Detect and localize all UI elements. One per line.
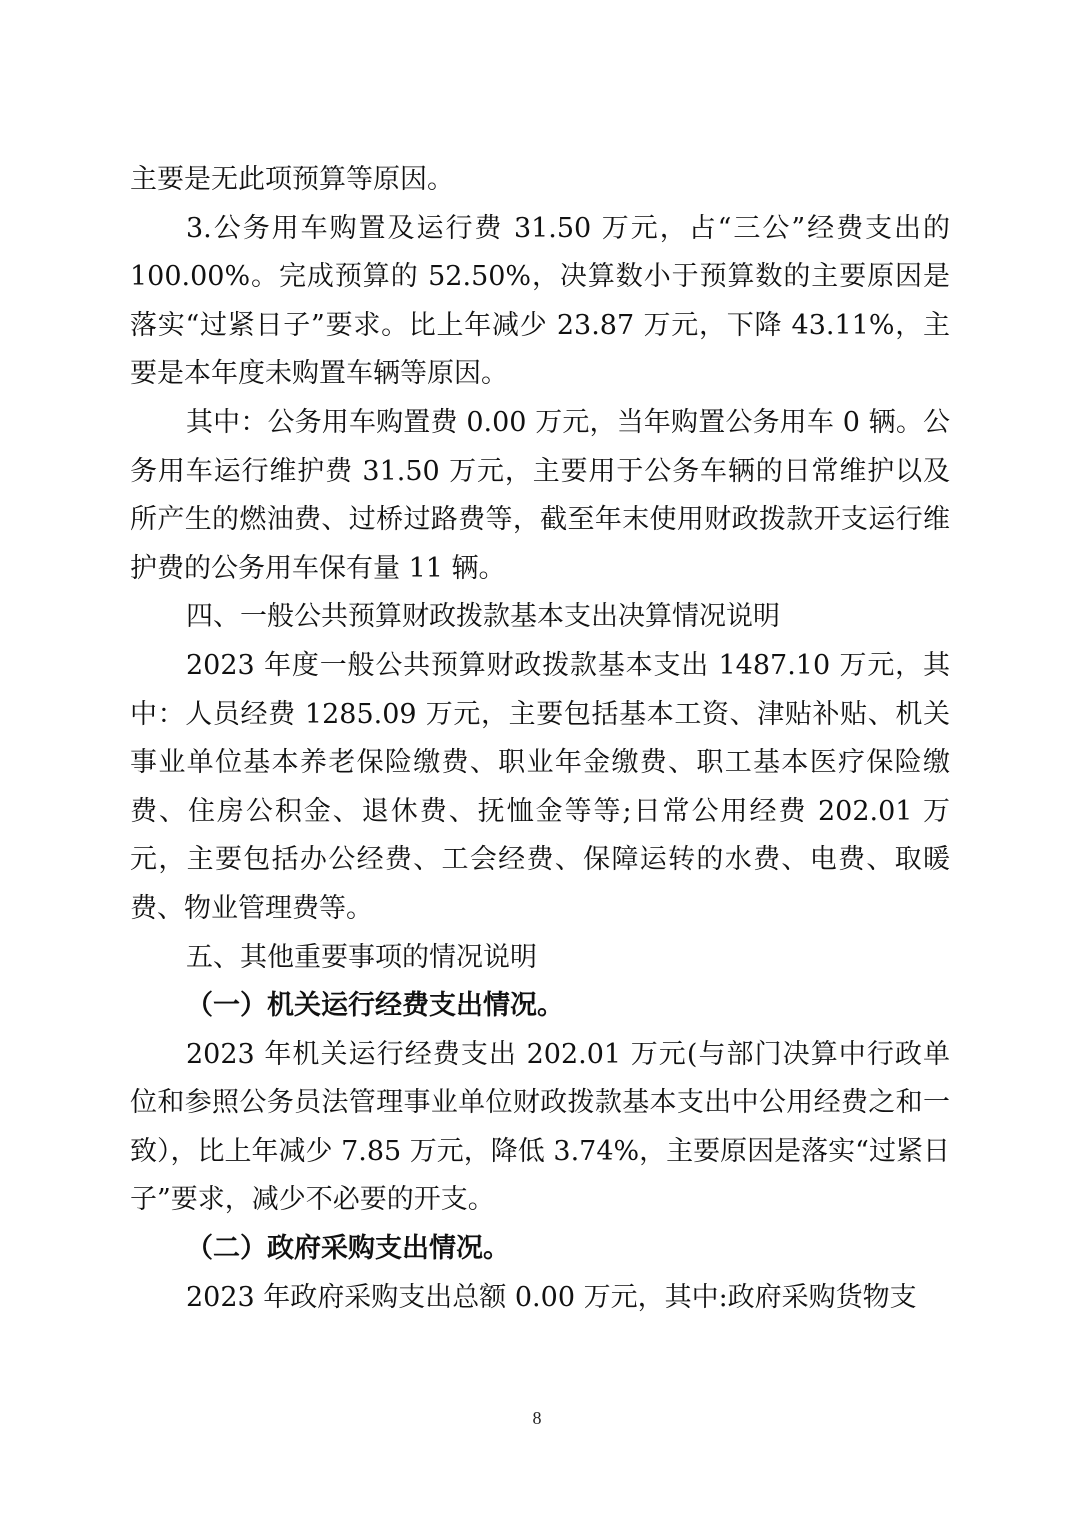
paragraph-vehicle-detail: 其中：公务用车购置费 0.00 万元，当年购置公务用车 0 辆。公务用车运行维护费 31.50 万元，主要用于公务车辆的日常维护以及所产生的燃油费、过桥过路费等，截至年末使用财政拨款开支运行维护费的公务用车保有量 11 辆。	[130, 406, 950, 584]
paragraph-procurement: 2023 年政府采购支出总额 0.00 万元，其中:政府采购货物支	[186, 1281, 917, 1313]
section-heading-four: 四、一般公共预算财政拨款基本支出决算情况说明	[186, 601, 780, 633]
page-number: 8	[532, 1408, 542, 1428]
paragraph-operating-cost: 2023 年机关运行经费支出 202.01 万元(与部门决算中行政单位和参照公务员法管理事业单位财政拨款基本支出中公用经费之和一致），比上年减少 7.85 万元，降低 3.74%，主要原因是落实“过紧日子”要求，减少不必要的开支。	[130, 1038, 950, 1216]
paragraph-vehicle-expense: 3.公务用车购置及运行费 31.50 万元，占“三公”经费支出的 100.00%。完成预算的 52.50%，决算数小于预算数的主要原因是落实“过紧日子”要求。比上年减少 23.87 万元，下降 43.11%，主要是本年度未购置车辆等原因。	[130, 212, 950, 390]
subheading-operating-cost: （一）机关运行经费支出情况。	[186, 990, 564, 1022]
section-heading-five: 五、其他重要事项的情况说明	[186, 941, 537, 973]
paragraph-basic-expenditure: 2023 年度一般公共预算财政拨款基本支出 1487.10 万元，其中：人员经费 1285.09 万元，主要包括基本工资、津贴补贴、机关事业单位基本养老保险缴费、职业年金缴费、职工基本医疗保险缴费、住房公积金、退休费、抚恤金等等;日常公用经费 202.01 万元，主要包括办公经费、工会经费、保障运转的水费、电费、取暖费、物业管理费等。	[130, 649, 950, 924]
paragraph-continuation: 主要是无此项预算等原因。	[130, 164, 454, 195]
subheading-procurement: （二）政府采购支出情况。	[186, 1233, 510, 1265]
document-body	[130, 156, 950, 1322]
